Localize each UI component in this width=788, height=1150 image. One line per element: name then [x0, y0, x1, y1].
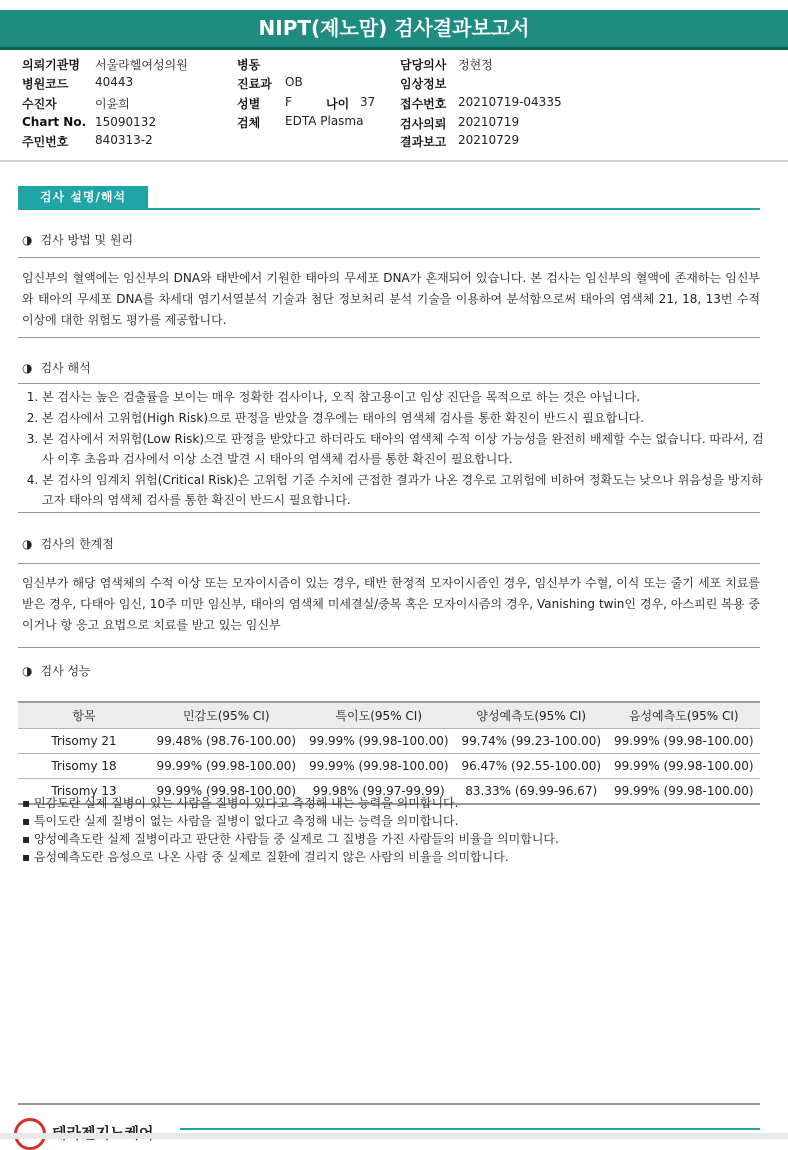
limitations-text: 임신부가 해당 염색체의 수적 이상 또는 모자이시즘이 있는 경우, 태반 한정적 모자이시즘인 경우, 임신부가 수혈, 이식 또는 줄기 세포 치료를 받은 경우, 다태아 임신, 10주 미만 임신부, 태아의 염색체 미세결실/중복 혹은 모자이시즘의 경우, Vanishing twin인 경우, 아스피린 복용 중이거나 항 응고 요법으로 치료를 받고 있는 임신부	[22, 576, 760, 632]
rrn-value: 840313-2	[95, 133, 153, 147]
divider	[18, 337, 760, 338]
performance-table	[18, 701, 760, 805]
page-bottom-strip	[0, 1133, 788, 1139]
doctor-value: 정현정	[458, 58, 493, 72]
receipt-value: 20210719-04335	[458, 95, 562, 109]
dept-value: OB	[285, 75, 303, 89]
specimen-label: 검체	[237, 116, 261, 130]
dept-label: 진료과	[237, 77, 272, 91]
request-value: 20210719	[458, 115, 520, 129]
table-header-row	[18, 702, 760, 729]
institution-value: 서울라헬여성의원	[95, 58, 188, 72]
divider	[18, 563, 760, 564]
doctor-label: 담당의사	[400, 58, 447, 72]
column-header: 민감도(95% CI)	[150, 702, 303, 729]
footer-divider	[18, 1103, 760, 1105]
limitations-heading-text: 검사의 한계점	[40, 537, 114, 551]
method-heading-text: 검사 방법 및 원리	[40, 233, 134, 247]
table-row	[18, 729, 760, 754]
footer-accent-line	[180, 1128, 760, 1130]
method-heading	[22, 231, 133, 248]
method-text: 임신부의 혈액에는 임신부의 DNA와 태반에서 기원한 태아의 무세포 DNA가 혼재되어 있습니다. 본 검사는 임신부의 혈액에 존재하는 임신부와 태아의 무세포 DNA를 차세대 염기서열분석 기술과 첨단 정보처리 분석 기술을 이용하여 분석함으로써 태아의 염색체 21, 18, 13번 수적 이상에 대한 위험도 평가를 제공합니다.	[22, 271, 760, 327]
table-row	[18, 754, 760, 779]
report-date-label: 결과보고	[400, 135, 447, 149]
table-cell: Trisomy 21	[18, 729, 150, 754]
interpretation-heading-text: 검사 해석	[40, 361, 91, 375]
divider	[18, 647, 760, 648]
half-circle-icon: ◑	[22, 233, 33, 247]
specimen-value: EDTA Plasma	[285, 114, 364, 128]
performance-footnotes	[22, 794, 559, 866]
table-cell: 99.99% (99.98-100.00)	[608, 729, 761, 754]
table-cell: 96.47% (92.55-100.00)	[455, 754, 608, 779]
column-header: 음성예측도(95% CI)	[608, 702, 761, 729]
info-divider	[0, 160, 788, 162]
column-header: 양성예측도(95% CI)	[455, 702, 608, 729]
report-title: NIPT(제노맘) 검사결과보고서	[0, 10, 788, 47]
rrn-label: 주민번호	[22, 135, 69, 149]
section-tab: 검사 설명/해석	[18, 186, 148, 208]
performance-heading	[22, 662, 91, 679]
age-label: 나이	[326, 97, 350, 111]
section-divider	[18, 208, 760, 210]
recipient-value: 이윤희	[95, 97, 130, 111]
divider	[18, 512, 760, 513]
hospital-code-label: 병원코드	[22, 77, 69, 91]
list-item: 1. 본 검사는 높은 검출률을 보이는 매우 정확한 검사이나, 오직 참고용이고 임상 진단을 목적으로 하는 것은 아닙니다.	[42, 387, 774, 407]
footnote: ▪ 음성예측도란 음성으로 나온 사람 중 실제로 질환에 걸리지 않은 사람의 비율을 의미합니다.	[22, 848, 559, 866]
interpretation-heading	[22, 359, 91, 376]
table-cell: 99.99% (99.98-100.00)	[303, 754, 456, 779]
divider	[18, 257, 760, 258]
table-cell: 83.33% (69.99-96.67)	[455, 779, 608, 805]
column-header: 항목	[18, 702, 150, 729]
ward-label: 병동	[237, 58, 261, 72]
report-date-value: 20210729	[458, 133, 520, 147]
receipt-label: 접수번호	[400, 97, 447, 111]
table-cell: 99.99% (99.98-100.00)	[608, 779, 761, 805]
chart-label: Chart No.	[22, 115, 87, 129]
hospital-code-value: 40443	[95, 75, 134, 89]
list-item: 3. 본 검사에서 저위험(Low Risk)으로 판정을 받았다고 하더라도 태아의 염색체 수적 이상 가능성을 완전히 배제할 수는 없습니다. 따라서, 검사 이후 초음파 검사에서 이상 소견 발견 시 태아의 염색체 검사를 통한 확진이 필요합니다.	[42, 429, 774, 469]
table-cell: 99.48% (98.76-100.00)	[150, 729, 303, 754]
column-header: 특이도(95% CI)	[303, 702, 456, 729]
list-item: 4. 본 검사의 임계치 위험(Critical Risk)은 고위험 기준 수치에 근접한 결과가 나온 경우로 고위험에 비하여 정확도는 낮으나 위음성을 방지하고자 태아의 염색체 검사를 통한 확진이 반드시 필요합니다.	[42, 470, 774, 510]
performance-heading-text: 검사 성능	[40, 664, 91, 678]
half-circle-icon: ◑	[22, 361, 33, 375]
table-cell: Trisomy 13	[18, 779, 150, 805]
footnote: ▪ 양성예측도란 실제 질병이라고 판단한 사람들 중 실제로 그 질병을 가진 사람들의 비율을 의미합니다.	[22, 830, 559, 848]
half-circle-icon: ◑	[22, 537, 33, 551]
table-cell: 99.99% (99.98-100.00)	[150, 754, 303, 779]
list-item: 2. 본 검사에서 고위험(High Risk)으로 판정을 받았을 경우에는 태아의 염색체 검사를 통한 확진이 반드시 필요합니다.	[42, 408, 774, 428]
table-cell: 99.98% (99.97-99.99)	[303, 779, 456, 805]
sex-value: F	[285, 95, 292, 109]
half-circle-icon: ◑	[22, 664, 33, 678]
table-cell: 99.99% (99.98-100.00)	[608, 754, 761, 779]
request-label: 검사의뢰	[400, 117, 447, 131]
divider	[18, 383, 760, 384]
table-cell: 99.99% (99.98-100.00)	[150, 779, 303, 805]
age-value: 37	[360, 95, 376, 109]
institution-label: 의뢰기관명	[22, 58, 80, 72]
header-divider	[0, 47, 788, 50]
table-cell: 99.99% (99.98-100.00)	[303, 729, 456, 754]
table-cell: Trisomy 18	[18, 754, 150, 779]
limitations-heading	[22, 535, 114, 552]
chart-value: 15090132	[95, 115, 157, 129]
footnote: ▪ 특이도란 실제 질병이 없는 사람을 질병이 없다고 측정해 내는 능력을 의미합니다.	[22, 812, 559, 830]
interpretation-list	[22, 387, 774, 511]
table-cell: 99.74% (99.23-100.00)	[455, 729, 608, 754]
patient-info	[0, 56, 788, 156]
clinical-label: 임상정보	[400, 77, 447, 91]
recipient-label: 수진자	[22, 97, 57, 111]
sex-label: 성별	[237, 97, 261, 111]
footnote: ▪ 민감도란 실제 질병이 있는 사람을 질병이 있다고 측정해 내는 능력을 의미합니다.	[22, 794, 559, 812]
